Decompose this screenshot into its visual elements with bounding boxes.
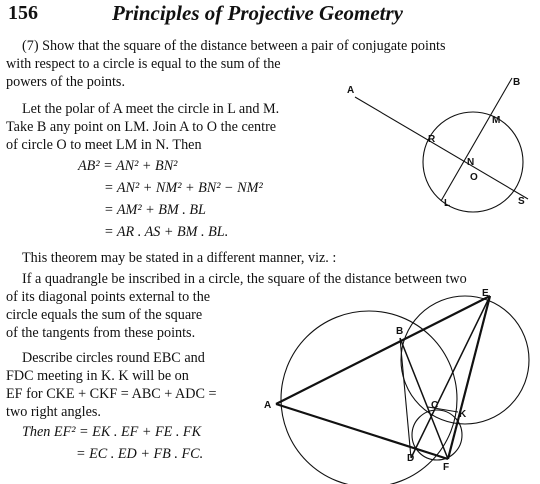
- label-a: A: [347, 85, 355, 96]
- line-af: [276, 404, 448, 459]
- label-e: E: [482, 288, 489, 299]
- equation-1-line2: = AN² + NM² + BN² − NM²: [104, 180, 263, 196]
- proof-line3: of circle O to meet LM in N. Then: [6, 137, 202, 153]
- label-r: R: [428, 134, 436, 145]
- main-circle: [281, 311, 457, 484]
- figure-conjugate-points: [330, 70, 540, 230]
- proof-line2: Take B any point on LM. Join A to O the centre: [6, 119, 277, 135]
- label-m: M: [492, 115, 501, 126]
- label-n: N: [467, 157, 475, 168]
- theorem-line3: circle equals the sum of the square: [6, 307, 203, 323]
- equation-2-line2: = EC . ED + FB . FC.: [76, 446, 204, 462]
- equation-1-line1: AB² = AN² + BN²: [78, 158, 178, 174]
- construction-line2: FDC meeting in K. K will be on: [6, 368, 189, 384]
- label-k: K: [459, 409, 467, 420]
- circle-ebc: [401, 296, 529, 424]
- line-bd: [400, 338, 411, 458]
- equation-1-line4: = AR . AS + BM . BL.: [104, 224, 229, 240]
- label-b: B: [513, 77, 521, 88]
- equation-2-line1: Then EF² = EK . EF + FE . FK: [22, 424, 202, 440]
- figure-inscribed-quadrangle: [260, 282, 540, 484]
- page-number: 156: [8, 2, 38, 24]
- problem-statement-line3: powers of the points.: [6, 74, 126, 90]
- label-a: A: [264, 400, 272, 411]
- equation-1-line3: = AM² + BM . BL: [104, 202, 206, 218]
- construction-line3: EF for CKE + CKF = ABC + ADC =: [6, 386, 217, 402]
- label-b: B: [396, 326, 404, 337]
- theorem-line4: of the tangents from these points.: [6, 325, 196, 341]
- label-c: C: [431, 400, 439, 411]
- construction-line4: two right angles.: [6, 404, 101, 420]
- construction-line1: Describe circles round EBC and: [22, 350, 205, 366]
- theorem-line2: of its diagonal points external to the: [6, 289, 211, 305]
- label-l: L: [444, 198, 451, 209]
- label-d: D: [407, 453, 415, 464]
- restatement-intro: This theorem may be stated in a different manner, viz. :: [22, 250, 337, 266]
- problem-statement-line2: with respect to a circle is equal to the sum of the: [6, 56, 281, 72]
- proof-line1: Let the polar of A meet the circle in L and M.: [22, 101, 280, 117]
- line-a-to-s: [355, 97, 528, 199]
- line-ed: [411, 296, 490, 458]
- label-f: F: [443, 462, 450, 473]
- label-s: S: [518, 196, 525, 207]
- theorem-line1: If a quadrangle be inscribed in a circle, the square of the distance between two: [22, 271, 467, 287]
- running-title: Principles of Projective Geometry: [112, 1, 403, 25]
- label-o: O: [470, 172, 478, 183]
- problem-statement-line1: (7) Show that the square of the distance between a pair of conjugate points: [22, 38, 446, 54]
